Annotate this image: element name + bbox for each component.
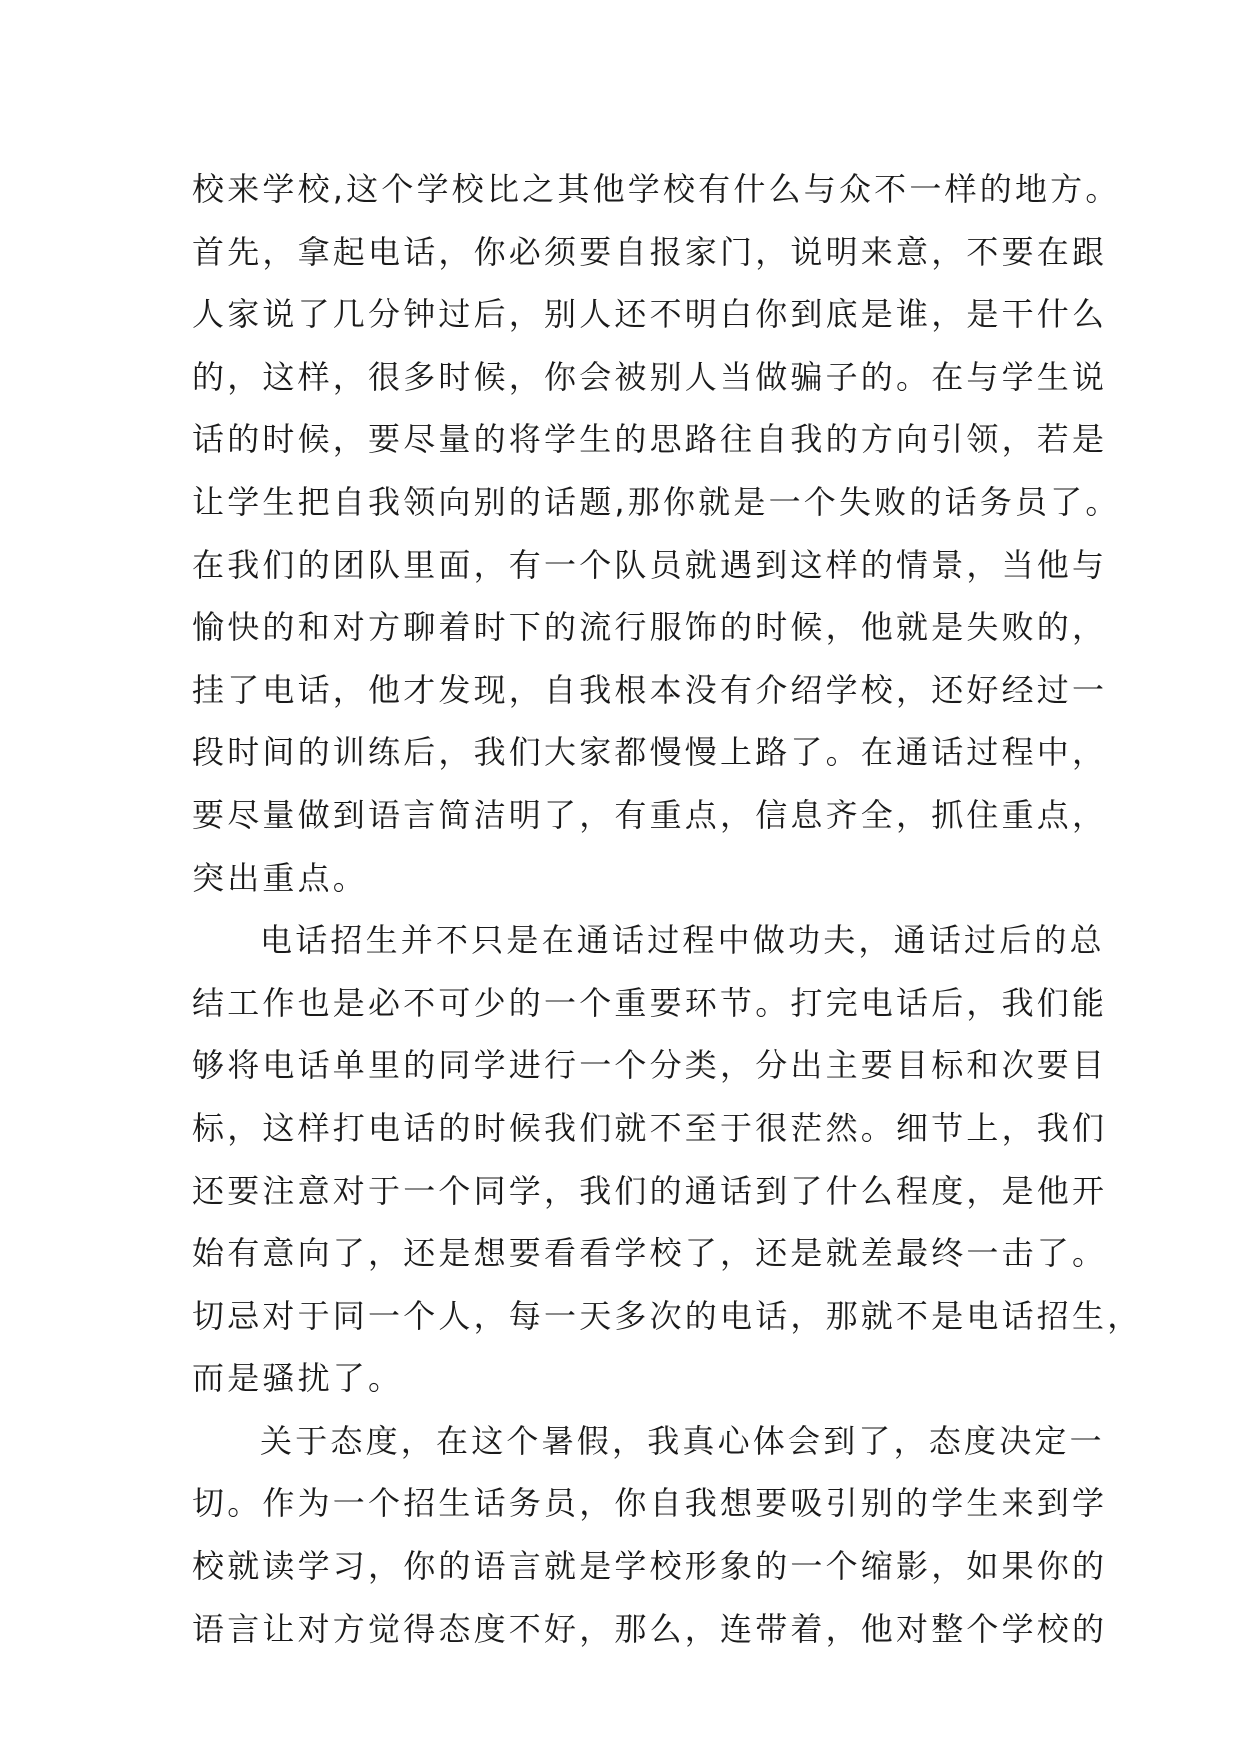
text-line: 段时间的训练后，我们大家都慢慢上路了。在通话过程中， — [192, 733, 1108, 772]
document-body — [192, 158, 1143, 1660]
paragraph-start-line: 电话招生并不只是在通话过程中做功夫，通话过后的总 — [260, 921, 1105, 960]
text-line: 还要注意对于一个同学，我们的通话到了什么程度，是他开 — [192, 1171, 1108, 1210]
text-line: 结工作也是必不可少的一个重要环节。打完电话后，我们能 — [192, 983, 1108, 1022]
text-line: 话的时候，要尽量的将学生的思路往自我的方向引领，若是 — [192, 420, 1108, 459]
text-line: 而是骚扰了。 — [192, 1359, 404, 1398]
text-line: 在我们的团队里面，有一个队员就遇到这样的情景，当他与 — [192, 545, 1108, 584]
text-line: 校来学校,这个学校比之其他学校有什么与众不一样的地方。 — [192, 170, 1121, 208]
paragraph-start-line: 关于态度，在这个暑假，我真心体会到了，态度决定一 — [260, 1421, 1105, 1460]
text-line: 始有意向了，还是想要看看学校了，还是就差最终一击了。 — [192, 1234, 1108, 1273]
text-line: 标，这样打电话的时候我们就不至于很茫然。细节上，我们 — [192, 1108, 1108, 1147]
text-line: 突出重点。 — [192, 858, 369, 897]
text-line: 切。作为一个招生话务员，你自我想要吸引别的学生来到学 — [192, 1484, 1108, 1523]
text-line: 首先，拿起电话，你必须要自报家门，说明来意，不要在跟 — [192, 232, 1108, 271]
text-line: 挂了电话，他才发现，自我根本没有介绍学校，还好经过一 — [192, 670, 1108, 709]
text-line: 校就读学习，你的语言就是学校形象的一个缩影，如果你的 — [192, 1547, 1108, 1586]
text-line: 让学生把自我领向别的话题,那你就是一个失败的话务员了。 — [192, 482, 1121, 521]
text-line: 够将电话单里的同学进行一个分类，分出主要目标和次要目 — [192, 1046, 1108, 1085]
text-line: 语言让对方觉得态度不好，那么，连带着，他对整个学校的 — [192, 1609, 1108, 1648]
text-line: 切忌对于同一个人，每一天多次的电话，那就不是电话招生， — [192, 1296, 1143, 1335]
text-line: 人家说了几分钟过后，别人还不明白你到底是谁，是干什么 — [192, 295, 1108, 334]
text-line: 的，这样，很多时候，你会被别人当做骗子的。在与学生说 — [192, 357, 1108, 396]
text-line: 要尽量做到语言简洁明了，有重点，信息齐全，抓住重点， — [192, 795, 1108, 834]
text-line: 愉快的和对方聊着时下的流行服饰的时候，他就是失败的， — [192, 608, 1108, 647]
